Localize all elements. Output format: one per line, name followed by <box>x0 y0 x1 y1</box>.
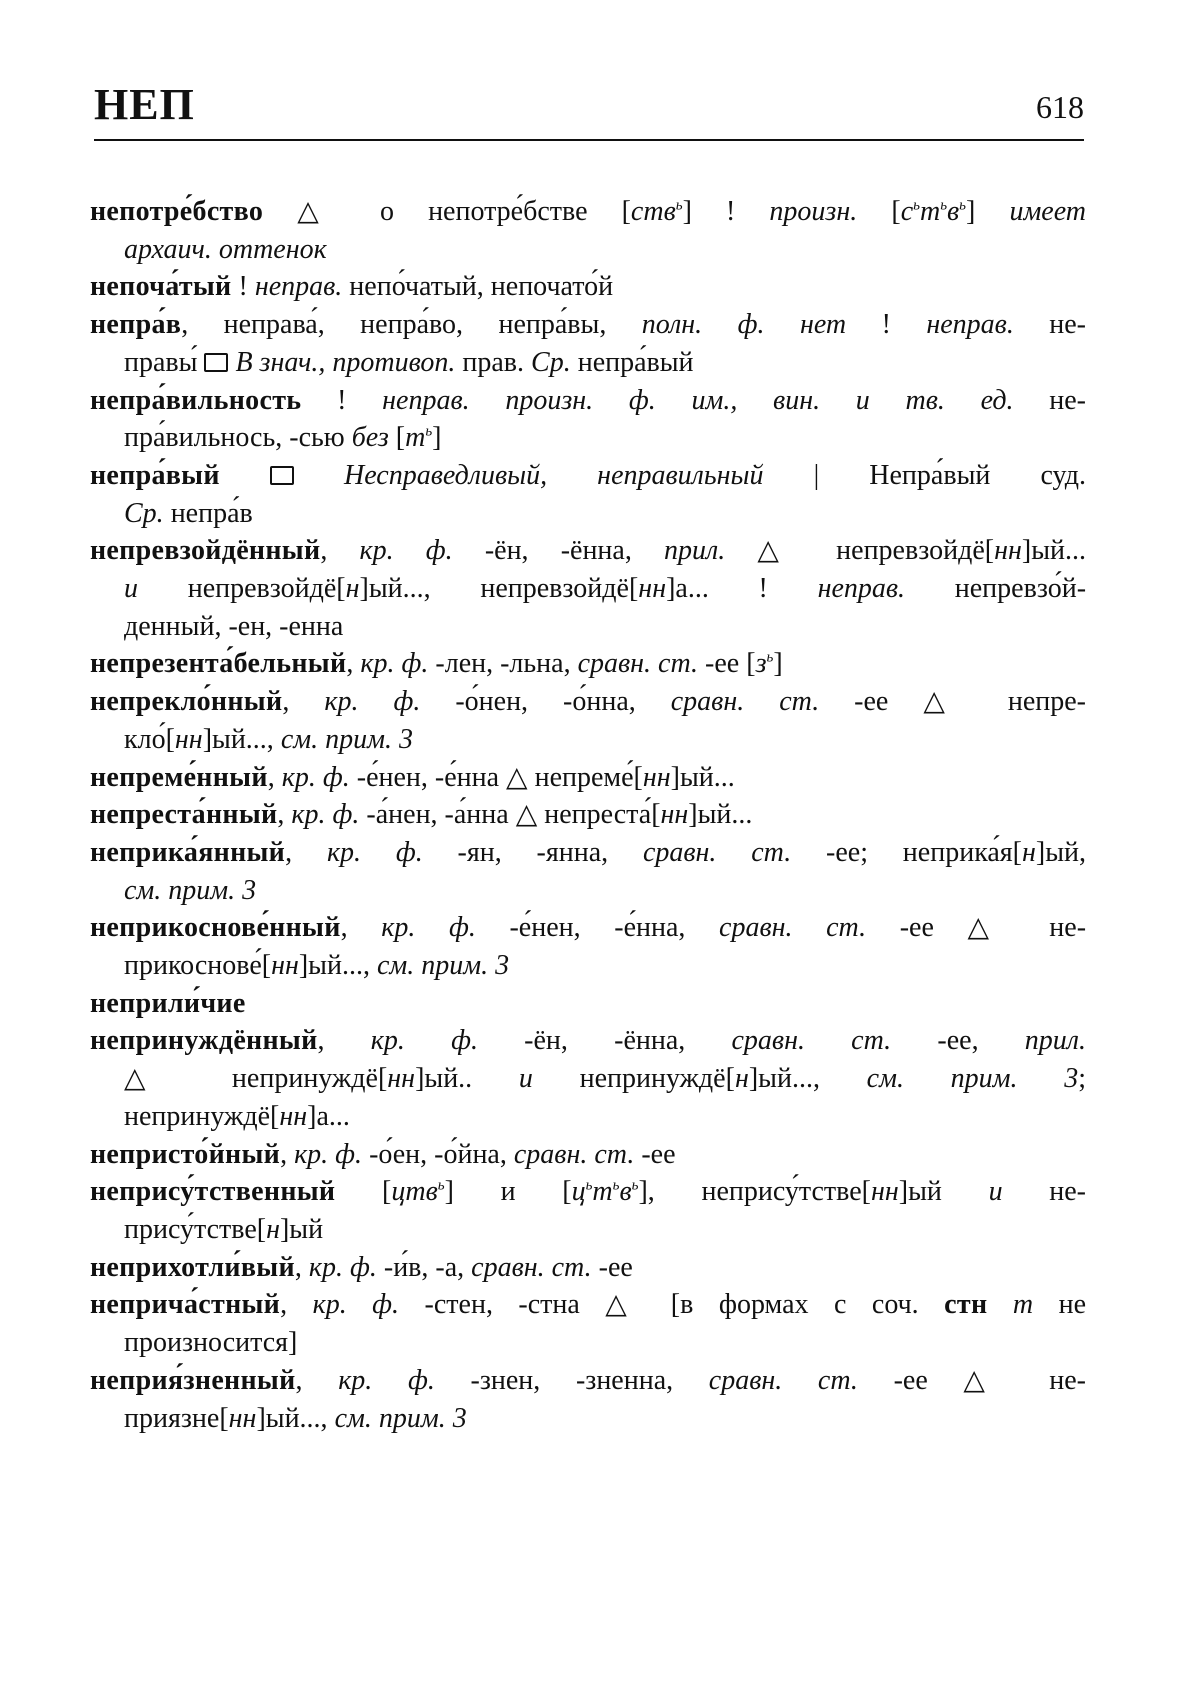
italic-label: ств <box>630 196 676 227</box>
entry-line <box>90 759 1086 797</box>
entry-line <box>90 645 1086 683</box>
entry-text: | Непра́вый суд. <box>763 459 1087 491</box>
entry-text: ], непрису́тстве[ <box>638 1176 871 1208</box>
italic-label: кр. ф. <box>326 836 423 868</box>
entry-text: , <box>277 799 292 831</box>
headword: непрезента́бельный <box>90 648 347 680</box>
dictionary-entry <box>90 759 1086 797</box>
entry-text: правы́ <box>124 346 205 378</box>
headword: непревзойдённый <box>90 535 321 567</box>
italic-label: н <box>1022 836 1036 868</box>
superscript-mark: ь <box>425 423 433 440</box>
entry-text: ]ый.. <box>415 1063 519 1095</box>
entry-text: , <box>285 836 327 868</box>
dictionary-entry <box>90 1173 1086 1248</box>
entry-text: △ о непотре́бстве [ <box>263 196 631 227</box>
dictionary-entry <box>90 645 1086 683</box>
headword: неприли́чие <box>90 987 246 1019</box>
entry-text: ] <box>773 648 783 680</box>
italic-label: цтв <box>391 1176 438 1208</box>
entry-text: ! <box>846 309 927 341</box>
entry-line <box>90 532 1086 570</box>
italic-label: т <box>1012 1289 1034 1321</box>
dictionary-entry <box>90 985 1086 1023</box>
superscript-mark: ь <box>959 197 966 214</box>
italic-label: кр. ф. <box>370 1025 478 1057</box>
entry-text <box>294 460 344 491</box>
italic-label: см. прим. 3 <box>280 723 413 755</box>
entry-line <box>90 1098 1086 1136</box>
italic-label: сравн. ст. <box>731 1025 892 1057</box>
entry-text: -е́нен, -е́нна △ непреме́[ <box>349 761 643 793</box>
entry-text: -знен, -зненна, <box>434 1364 709 1396</box>
entry-text: ]ый..., <box>748 1063 867 1095</box>
dictionary-entry <box>90 268 1086 306</box>
entry-text: -ее; неприка́я[ <box>791 836 1022 868</box>
headword: непрекло́нный <box>90 686 283 718</box>
italic-label: нн <box>174 723 203 755</box>
entry-line <box>90 1362 1086 1400</box>
italic-label: В знач., противоп. <box>235 346 456 378</box>
italic-label: произн. <box>769 196 858 227</box>
dictionary-entry <box>90 683 1086 758</box>
entry-line <box>90 1060 1086 1098</box>
superscript-mark: ь <box>585 1177 593 1194</box>
superscript-mark: ь <box>940 197 948 214</box>
entry-line <box>90 1211 1086 1249</box>
entry-text: ]ый <box>898 1176 989 1208</box>
italic-label: в <box>619 1176 632 1208</box>
entry-text: ! <box>301 384 383 416</box>
italic-label: т <box>919 196 941 227</box>
italic-label: без <box>351 422 389 454</box>
entry-text: ]ый..., <box>298 950 377 982</box>
headword: неприкоснове́нный <box>90 912 341 944</box>
italic-label: т <box>405 422 426 454</box>
italic-label: сравн. ст. <box>708 1364 858 1396</box>
superscript-mark: ь <box>675 197 683 214</box>
headword: непреста́нный <box>90 799 278 831</box>
italic-label: сравн. ст. <box>719 912 867 944</box>
box-symbol-icon <box>204 353 228 372</box>
italic-label: кр. ф. <box>281 761 350 793</box>
entry-text: , <box>280 1289 313 1321</box>
entry-text: прав. <box>455 346 532 378</box>
superscript-mark: ь <box>437 1177 445 1194</box>
entry-text: , <box>317 1025 371 1057</box>
entry-text: -а́нен, -а́нна △ непреста́[ <box>359 799 661 831</box>
entry-text: -ее, <box>891 1025 1025 1057</box>
italic-label: кр. ф. <box>291 799 360 831</box>
entry-text: , неправа́, непра́во, непра́вы, <box>181 309 642 341</box>
entry-text: -ян, -янна, <box>422 836 643 868</box>
entry-text: -и́в, -а, <box>376 1251 472 1283</box>
entry-text: ]ый..., непревзойдё[ <box>359 573 639 605</box>
headword: непра́вый <box>90 459 220 491</box>
entry-text: -ее <box>591 1251 633 1283</box>
headword: неприя́зненный <box>90 1364 296 1396</box>
entry-text: , <box>282 686 325 718</box>
entry-text: -ее △ непре- <box>819 686 1086 718</box>
entry-text: кло́[ <box>124 723 175 755</box>
italic-label: кр. ф. <box>381 912 476 944</box>
italic-label: сравн. ст. <box>642 836 792 868</box>
italic-label: т <box>592 1176 613 1208</box>
entry-line <box>90 1173 1086 1211</box>
entry-line <box>90 796 1086 834</box>
italic-label: Ср. <box>531 346 571 378</box>
italic-label: нн <box>994 535 1022 567</box>
entry-text: -ён, -ённа, <box>452 535 664 567</box>
italic-label: сравн. ст. <box>471 1251 592 1283</box>
entry-line <box>90 985 1086 1023</box>
superscript-mark: ь <box>766 650 774 667</box>
entry-text: не- <box>1013 309 1087 341</box>
superscript-mark: ь <box>612 1177 620 1194</box>
entry-text: , <box>294 1251 309 1283</box>
headword: непотре́бство <box>90 196 264 227</box>
entry-line <box>90 1286 1086 1324</box>
italic-label: кр. ф. <box>360 648 429 680</box>
dictionary-entry <box>90 382 1086 457</box>
entry-text: произносится] <box>124 1327 298 1359</box>
entry-text: не- <box>1013 384 1086 416</box>
entry-line <box>90 193 1086 231</box>
entry-line <box>90 683 1086 721</box>
entry-text: ] <box>966 196 1010 227</box>
italic-label: кр. ф. <box>308 1251 377 1283</box>
entry-text: [ <box>388 422 406 454</box>
entry-text: -лен, -льна, <box>428 648 578 680</box>
superscript-mark: ь <box>631 1177 639 1194</box>
italic-label: ц <box>571 1176 586 1208</box>
entry-text: , <box>346 648 361 680</box>
entry-text: непревзо́й- <box>905 573 1087 605</box>
dictionary-entries <box>90 193 1086 1437</box>
entry-text: , <box>320 535 360 567</box>
italic-label: нн <box>870 1176 899 1208</box>
dictionary-entry <box>90 532 1086 645</box>
entry-text: -ён, -ённа, <box>477 1025 732 1057</box>
entry-text: ]ый <box>279 1213 324 1245</box>
entry-line <box>90 1324 1086 1362</box>
italic-label: кр. ф. <box>338 1364 435 1396</box>
entry-line <box>90 721 1086 759</box>
entry-text <box>987 1289 1012 1320</box>
italic-label: нн <box>271 950 299 982</box>
italic-label: н <box>266 1213 280 1245</box>
entry-line <box>90 834 1086 872</box>
entry-text: ]ый, <box>1035 836 1087 868</box>
entry-text: пра́вильнось, -сью <box>124 422 352 454</box>
entry-line <box>90 457 1086 495</box>
entry-line <box>90 872 1086 910</box>
italic-label: Ср. <box>124 497 164 529</box>
entry-line <box>90 231 1086 269</box>
entry-text: -стен, -стна △ [в формах с соч. <box>399 1289 945 1321</box>
entry-text: [ <box>857 196 901 227</box>
header-rule <box>94 139 1084 141</box>
entry-text: ; <box>1078 1063 1087 1095</box>
entry-line <box>90 382 1086 420</box>
headword: непра́в <box>90 309 182 341</box>
italic-label: неправ. <box>254 271 343 303</box>
entry-line <box>90 947 1086 985</box>
italic-label: нн <box>660 799 689 831</box>
italic-label: прил. <box>663 535 726 567</box>
italic-label: неправ. <box>817 573 906 605</box>
entry-text: ]ый..., <box>202 723 281 755</box>
italic-label: н <box>734 1063 749 1095</box>
italic-label: с <box>900 196 914 227</box>
entry-text: ] <box>432 422 442 454</box>
headword: непреме́нный <box>90 761 268 793</box>
dictionary-entry <box>90 457 1086 532</box>
italic-label: кр. ф. <box>324 686 421 718</box>
italic-label: сравн. ст. <box>577 648 699 680</box>
headword: неприка́янный <box>90 836 286 868</box>
italic-label: кр. ф. <box>359 535 453 567</box>
entry-text: ] ! <box>682 196 770 227</box>
italic-label: см. прим. 3 <box>376 950 510 982</box>
entry-line <box>90 1400 1086 1438</box>
italic-label: см. прим. 3 <box>334 1402 467 1434</box>
italic-label: архаич. оттенок <box>124 233 327 265</box>
italic-label: н <box>345 573 360 605</box>
entry-text: -ее <box>634 1138 676 1170</box>
entry-text: [ <box>335 1176 392 1208</box>
entry-text: ]ый... <box>670 761 735 793</box>
entry-text: , <box>280 1138 295 1170</box>
entry-text: , <box>267 761 282 793</box>
entry-text: -е́нен, -е́нна, <box>475 912 720 944</box>
dictionary-entry <box>90 1249 1086 1287</box>
headword: стн <box>944 1289 988 1321</box>
dictionary-entry <box>90 1022 1086 1135</box>
entry-line <box>90 306 1086 344</box>
italic-label: и <box>518 1063 533 1095</box>
entry-text: -о́нен, -о́нна, <box>420 686 671 718</box>
entry-text: ]а... ! <box>666 573 818 605</box>
italic-label: нн <box>387 1063 416 1095</box>
dictionary-entry <box>90 1136 1086 1174</box>
headword: непринуждённый <box>90 1025 318 1057</box>
entry-line <box>90 419 1086 457</box>
entry-line <box>90 1022 1086 1060</box>
italic-label: сравн. ст. <box>513 1138 635 1170</box>
dictionary-entry <box>90 193 1086 268</box>
italic-label: нн <box>228 1402 257 1434</box>
headword: неприхотли́вый <box>90 1251 295 1283</box>
italic-label: и <box>124 573 138 605</box>
italic-label: кр. ф. <box>294 1138 363 1170</box>
entry-text: непринуждё[ <box>532 1063 735 1095</box>
italic-label: и <box>988 1176 1003 1208</box>
entry-text: -ее △ не- <box>866 912 1087 944</box>
headword: непоча́тый <box>90 271 232 303</box>
running-head-title: НЕП <box>94 80 195 129</box>
dictionary-entry <box>90 796 1086 834</box>
dictionary-entry <box>90 306 1086 381</box>
entry-text: непревзойдё[ <box>138 573 346 605</box>
entry-text: непра́в <box>163 497 253 529</box>
entry-text: , <box>340 912 382 944</box>
entry-text: ]ый... <box>688 799 753 831</box>
entry-text: -ее △ не- <box>857 1364 1087 1396</box>
italic-label: з <box>755 648 767 680</box>
italic-label: неправ. <box>926 309 1014 341</box>
entry-text: непра́вый <box>570 346 694 378</box>
italic-label: неправ. произн. ф. им., вин. и тв. ед. <box>382 384 1014 416</box>
dictionary-entry <box>90 909 1086 984</box>
entry-line <box>90 1136 1086 1174</box>
italic-label: имеет <box>1009 196 1087 227</box>
italic-label: Несправедливый, неправильный <box>344 459 764 491</box>
dictionary-entry <box>90 1362 1086 1437</box>
italic-label: см. прим. 3 <box>124 874 257 906</box>
italic-label: прил. <box>1024 1025 1086 1057</box>
entry-text: ]ый..., <box>256 1402 335 1434</box>
headword: неприча́стный <box>90 1289 281 1321</box>
italic-label: сравн. ст. <box>670 686 820 718</box>
italic-label: нн <box>638 573 667 605</box>
box-symbol-icon <box>270 466 294 485</box>
entry-text: -о́ен, -о́йна, <box>362 1138 514 1170</box>
italic-label: в <box>947 196 960 227</box>
entry-text <box>220 460 270 491</box>
entry-text: прису́тстве[ <box>124 1213 267 1245</box>
italic-label: нн <box>642 761 671 793</box>
entry-text: , <box>295 1364 339 1396</box>
entry-line <box>90 1249 1086 1287</box>
italic-label: см. прим. 3 <box>866 1063 1079 1095</box>
headword: непрису́тственный <box>90 1176 336 1208</box>
italic-label: кр. ф. <box>312 1289 400 1321</box>
dictionary-entry <box>90 834 1086 909</box>
entry-text: ] и [ <box>444 1176 572 1208</box>
headword: непра́вильность <box>90 384 302 416</box>
entry-text: -ее [ <box>698 648 756 680</box>
entry-line <box>90 495 1086 533</box>
entry-line <box>90 344 1086 382</box>
dictionary-entry <box>90 1286 1086 1361</box>
italic-label: полн. ф. нет <box>641 309 847 341</box>
running-header <box>94 82 1084 138</box>
entry-text: ]ый... <box>1021 535 1086 567</box>
entry-text: не- <box>1002 1176 1086 1208</box>
entry-text: прикоснове́[ <box>124 950 272 982</box>
entry-text: не <box>1033 1289 1087 1321</box>
entry-text: денный, -ен, -енна <box>124 610 344 642</box>
entry-text: ! <box>231 271 255 303</box>
entry-line <box>90 608 1086 646</box>
entry-text: приязне[ <box>124 1402 229 1434</box>
entry-line <box>90 909 1086 947</box>
headword: непристо́йный <box>90 1138 281 1170</box>
entry-line <box>90 268 1086 306</box>
entry-line <box>90 570 1086 608</box>
italic-label: нн <box>279 1100 308 1132</box>
entry-text: непо́чатый, непочато́й <box>342 271 614 303</box>
entry-text: △ непринуждё[ <box>124 1063 388 1095</box>
superscript-mark: ь <box>913 197 920 214</box>
entry-text: △ непревзойдё[ <box>725 535 995 567</box>
entry-text: непринуждё[ <box>124 1100 280 1132</box>
page-number: 618 <box>1036 89 1084 125</box>
entry-text: ]а... <box>307 1100 350 1132</box>
